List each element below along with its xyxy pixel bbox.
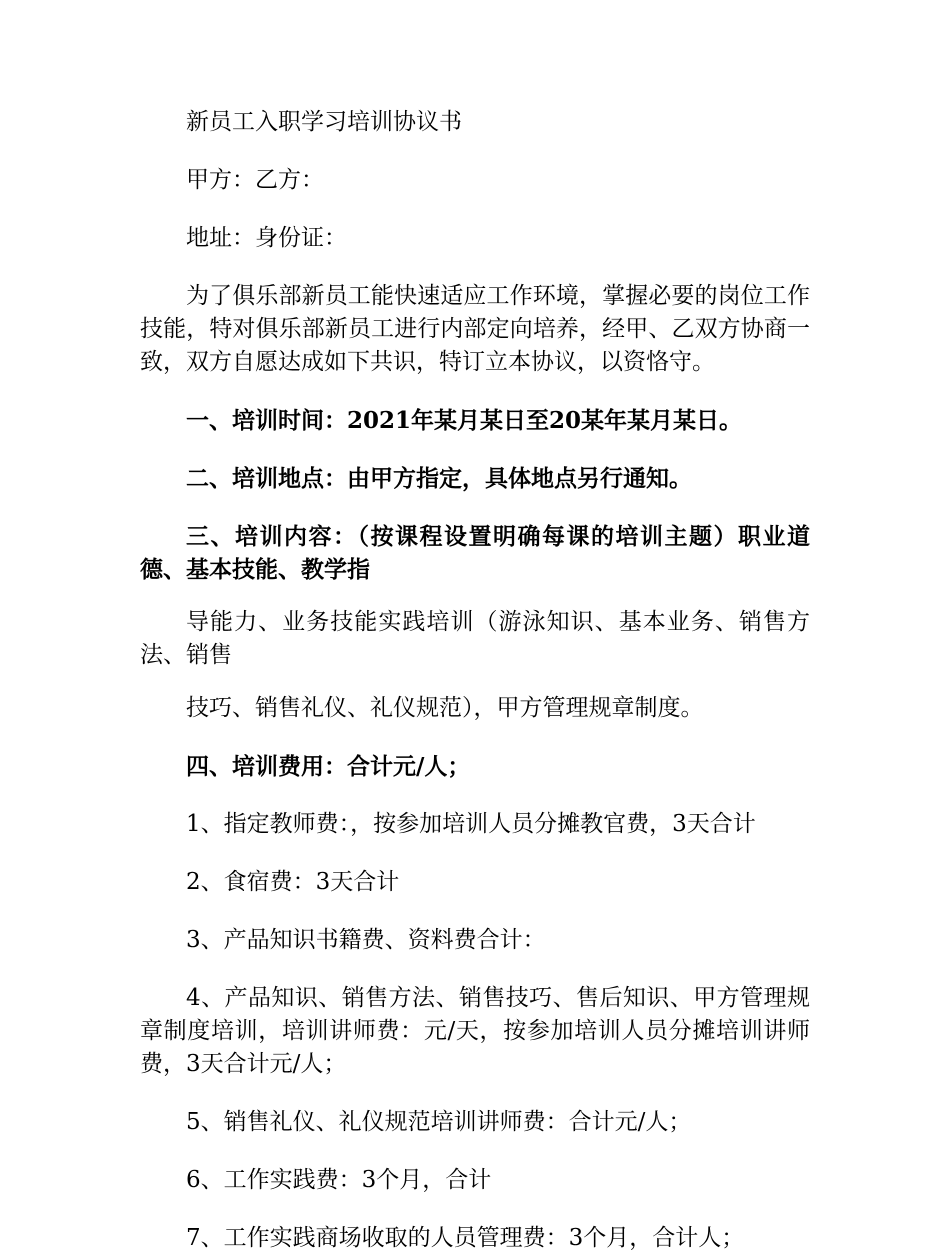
section-training-time: 一、培训时间：2021年某月某日至20某年某月某日。 bbox=[186, 407, 743, 434]
section-training-content-continued-1: 导能力、业务技能实践培训（游泳知识、基本业务、销售方法、销售 bbox=[140, 609, 810, 668]
party-line: 甲方：乙方： bbox=[186, 167, 324, 193]
fee-item-board-lodging: 2、食宿费：3天合计 bbox=[186, 869, 400, 895]
fee-item-work-practice: 6、工作实践费：3个月，合计 bbox=[186, 1167, 492, 1193]
section-training-content: 三、培训内容：（按课程设置明确每课的培训主题）职业道德、基本技能、教学指 bbox=[140, 523, 810, 583]
document-title: 新员工入职学习培训协议书 bbox=[186, 109, 462, 135]
intro-paragraph: 为了俱乐部新员工能快速适应工作环境，掌握必要的岗位工作技能，特对俱乐部新员工进行内部定向培养，经甲、乙双方协商一致，双方自愿达成如下共识，特订立本协议，以资恪守。 bbox=[140, 283, 810, 375]
fee-item-mall-management: 7、工作实践商场收取的人员管理费：3个月，合计人； bbox=[186, 1225, 745, 1251]
fee-item-teacher: 1、指定教师费：，按参加培训人员分摊教官费，3天合计 bbox=[186, 811, 756, 837]
section-training-fees: 四、培训费用：合计元/人； bbox=[186, 753, 471, 780]
address-line: 地址：身份证： bbox=[186, 225, 347, 251]
section-training-location: 二、培训地点：由甲方指定，具体地点另行通知。 bbox=[186, 465, 692, 492]
fee-item-etiquette-training: 5、销售礼仪、礼仪规范培训讲师费：合计元/人； bbox=[186, 1109, 692, 1135]
section-training-content-continued-2: 技巧、销售礼仪、礼仪规范），甲方管理规章制度。 bbox=[186, 695, 704, 721]
fee-item-product-training: 4、产品知识、销售方法、销售技巧、售后知识、甲方管理规章制度培训，培训讲师费：元/天，按参加培训人员分摊培训讲师费，3天合计元/人； bbox=[140, 985, 810, 1077]
fee-item-books-materials: 3、产品知识书籍费、资料费合计： bbox=[186, 927, 546, 953]
